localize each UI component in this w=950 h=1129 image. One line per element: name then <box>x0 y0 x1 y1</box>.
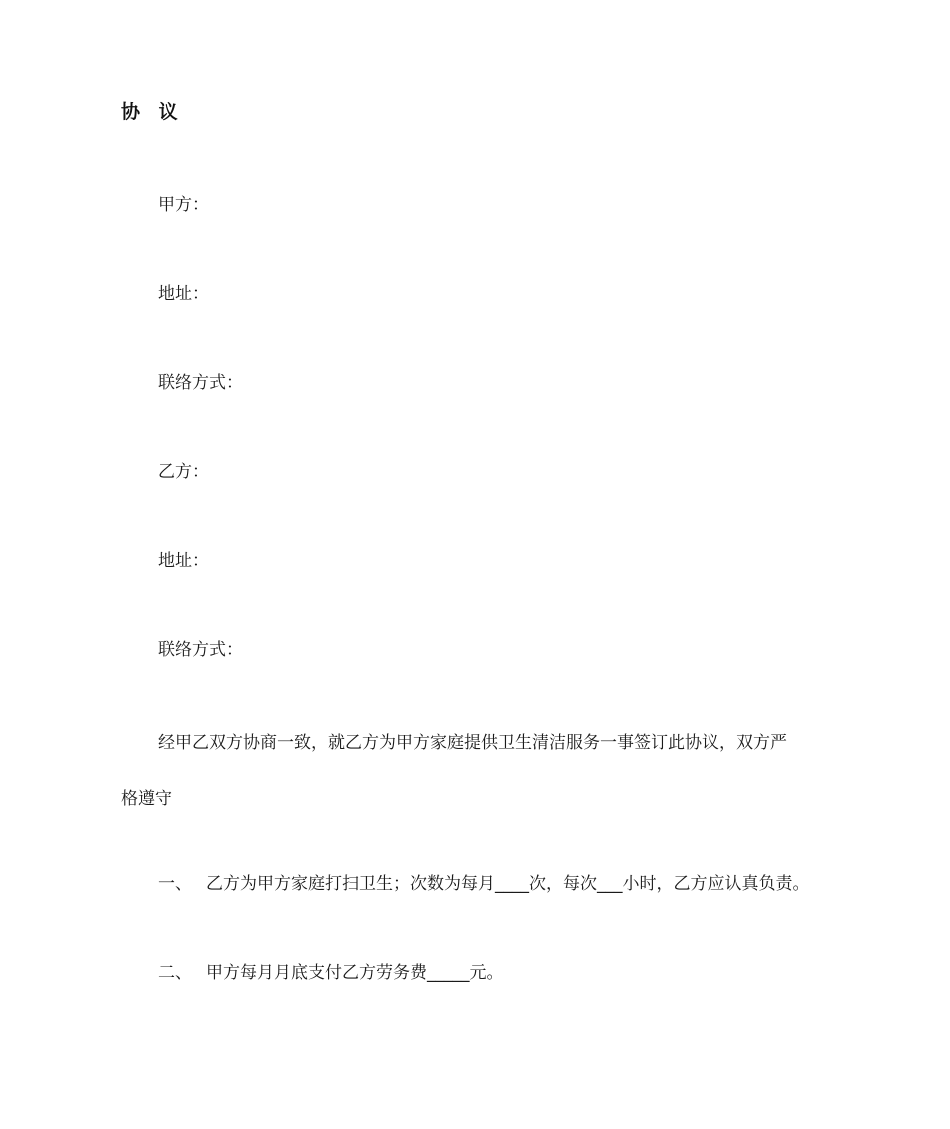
intro-line-2: 格遵守 <box>121 789 172 809</box>
clause-1-text: 乙方为甲方家庭打扫卫生；次数为每月____次，每次___小时，乙方应认真负责。 <box>206 874 810 894</box>
party-a-contact-label: 联络方式： <box>158 373 243 393</box>
clause-2-text: 甲方每月月底支付乙方劳务费_____元。 <box>206 963 504 983</box>
clause-1 <box>158 873 810 895</box>
clause-2-number: 二、 <box>158 963 192 983</box>
party-b-address-label: 地址： <box>158 551 209 571</box>
party-a-address-label: 地址： <box>158 284 209 304</box>
intro-line-1: 经甲乙双方协商一致，就乙方为甲方家庭提供卫生清洁服务一事签订此协议，双方严 <box>158 733 787 753</box>
document-title: 协 议 <box>121 101 184 123</box>
party-a-label: 甲方： <box>158 195 209 215</box>
clause-2 <box>158 962 504 984</box>
party-b-contact-label: 联络方式： <box>158 640 243 660</box>
party-b-label: 乙方： <box>158 462 209 482</box>
clause-1-number: 一、 <box>158 874 192 894</box>
